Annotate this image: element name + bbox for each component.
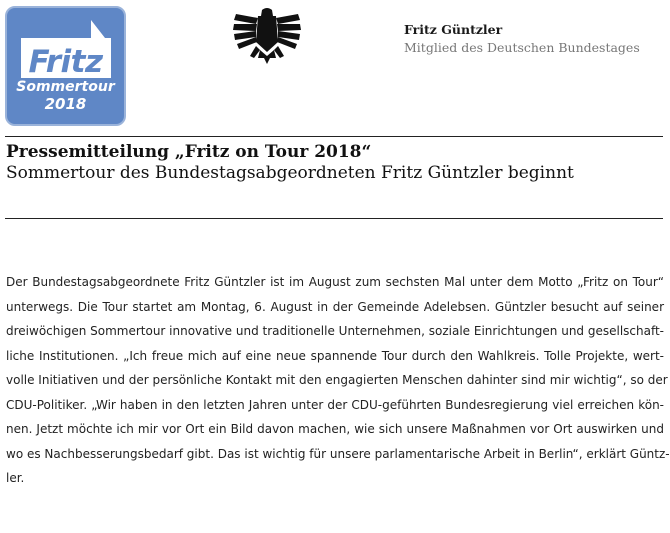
press-release-subtitle: Sommertour des Bundestagsabgeordneten Fritz Güntzler beginnt	[6, 163, 574, 183]
title-divider	[5, 218, 663, 219]
body-line: liche Institutionen. „Ich freue mich auf eine neue spannende Tour durch den Wahlkreis. Tolle Projekte, wert-	[6, 348, 664, 363]
body-line: nen. Jetzt möchte ich mir vor Ort ein Bild davon machen, wie sich unsere Maßnahmen vor Ort auswirken und	[6, 422, 664, 436]
body-line: Der Bundestagsabgeordnete Fritz Güntzler ist im August zum sechsten Mal unter dem Motto „Fritz on Tour“	[6, 275, 664, 289]
member-role: Mitglied des Deutschen Bundestages	[404, 40, 640, 55]
body-line: CDU-Politiker. „Wir haben in den letzten Jahren unter der CDU-geführten Bundesregierung viel erreichen kön-	[6, 397, 664, 412]
body-line: unterwegs. Die Tour startet am Montag, 6. August in der Gemeinde Adelebsen. Güntzler besucht auf seiner	[6, 299, 664, 314]
logo-text-fritz: Fritz	[28, 44, 103, 80]
body-line: ler.	[6, 471, 25, 485]
body-line: volle Initiativen und der persönliche Kontakt mit den engagierten Menschen dahinter sind mir wichtig“, so der	[6, 373, 668, 387]
body-line: dreiwöchigen Sommertour innovative und traditionelle Unternehmen, soziale Einrichtungen und gesellschaft-	[6, 324, 665, 338]
press-release-title: Pressemitteilung „Fritz on Tour 2018“	[6, 142, 372, 162]
federal-eagle-icon	[232, 6, 302, 68]
logo-text-year: 2018	[44, 95, 87, 113]
fritz-sommertour-logo	[5, 6, 126, 126]
body-line: wo es Nachbesserungsbedarf gibt. Das ist wichtig für unsere parlamentarische Arbeit in Berlin“, erklärt Güntz-	[6, 446, 670, 461]
member-name: Fritz Güntzler	[404, 22, 503, 37]
logo-text-sommertour: Sommertour	[16, 79, 115, 95]
header-divider	[5, 136, 663, 137]
press-release-body	[6, 270, 670, 491]
